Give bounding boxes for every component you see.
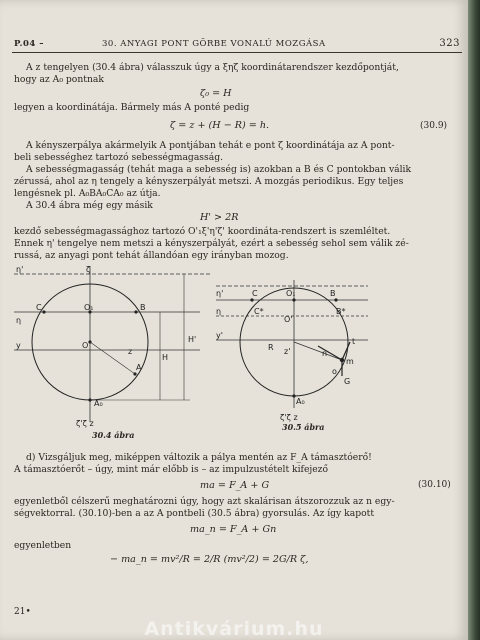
label-H: H [162,353,169,362]
text-line: A kényszerpálya akármelyik A pontjában tehát e pont ζ koordinátája az A pont- [26,140,395,151]
label-O1: O₁ [286,289,296,298]
figure-30-4 [10,262,220,442]
text-line: ségvektorral. (30.10)-ben a az A pontbeli (30.5 ábra) gyorsulás. Az így kapott [14,508,375,519]
text-line: A támasztóerőt – úgy, mint már előbb is – az impulzustételt kifejező [14,464,329,475]
label-axes: ζ'ζ z [280,413,298,422]
label-B: B [330,289,336,298]
equation: ma = F_A + G [200,480,270,491]
label-H-prime: H' [188,335,197,344]
equation-number: (30.9) [420,121,448,131]
equation: ma_n = F_A + Gn [190,524,277,535]
label-O-prime: O' [284,315,293,324]
text-line: kezdő sebességmagassághoz tartozó O'₁ξ'η'ζ' koordináta-rendszert is szemléltet. [14,226,391,237]
text-line: legyen a koordinátája. Bármely más A ponté pedig [14,102,250,113]
label-C: C [36,303,42,312]
equation: ζ = z + (H − R) = h. [170,120,270,131]
label-zeta-small: z [128,347,133,356]
equation: − ma_n = mv²/R = 2/R (mv²/2) = 2G/R ζ, [110,554,309,565]
text-line: A 30.4 ábra még egy másik [26,200,153,211]
text-line: d) Vizsgáljuk meg, miképpen változik a pálya mentén az F_A támasztóerő! [26,452,372,463]
figure-30-5 [212,280,372,430]
text-line: A z tengelyen (30.4 ábra) válasszuk úgy a ξηζ koordinátarendszer kezdőpontját, [26,62,399,73]
label-axes: ζ'ζ z [76,419,94,428]
label-A0: A₀ [296,397,305,406]
header-section-mark: P.04 – [14,39,44,49]
label-A: A [136,363,142,372]
label-eta-prime: η' [216,289,224,298]
text-line: hogy az A₀ pontnak [14,74,104,85]
label-G: G [344,377,351,386]
label-m: m [346,357,354,366]
text-line: beli sebességhez tartozó sebességmagasság. [14,152,224,163]
label-y: y [16,341,21,350]
label-zeta: ζ [86,265,91,274]
text-line: russá, az anyagi pont tehát állandóan egy irányban mozog. [14,250,289,261]
label-eta: η [216,307,222,316]
label-A0: A₀ [94,399,103,408]
figure-caption: 30.5 ábra [282,422,325,432]
book-edge [468,0,480,640]
watermark: Antikvárium.hu [144,618,324,640]
label-O1: O₁ [84,303,94,312]
text-line: egyenletből célszerű meghatározni úgy, hogy azt skalárisan átszorozzuk az n egy- [14,496,395,507]
label-z: z' [284,347,291,356]
text-line: A sebességmagasság (tehát maga a sebesség is) azokban a B és C pontokban válik [26,164,412,175]
label-o: o [332,367,337,376]
label-t: t [352,337,356,346]
label-O: O [82,341,89,350]
signature-mark: 21• [14,607,31,617]
figure-caption: 30.4 ábra [92,430,135,440]
label-B-star: B* [336,307,346,316]
label-B: B [140,303,146,312]
text-line: Ennek η' tengelye nem metszi a kényszerpályát, ezért a sebesség sehol sem válik zé- [14,238,409,249]
label-C: C [252,289,258,298]
equation: ζ₀ = H [200,88,232,99]
header-page-number: 323 [439,38,460,49]
label-eta-prime: η' [16,265,24,274]
label-y: y' [216,331,223,340]
label-n: n [322,349,328,358]
running-header [12,36,462,53]
text-line: zérussá, ahol az η tengely a kényszerpályát metszi. A mozgás periodikus. Egy teljes [14,176,404,187]
text-line: lengésnek pl. A₀BA₀CA₀ az útja. [14,188,161,199]
label-eta: η [16,316,22,325]
text-line: egyenletben [14,540,72,551]
equation-number: (30.10) [418,480,451,490]
equation: H' > 2R [200,212,239,223]
label-R: R [268,343,274,352]
header-chapter-title: 30. ANYAGI PONT GÖRBE VONALÚ MOZGÁSA [102,39,326,49]
label-C-star: C* [254,307,264,316]
